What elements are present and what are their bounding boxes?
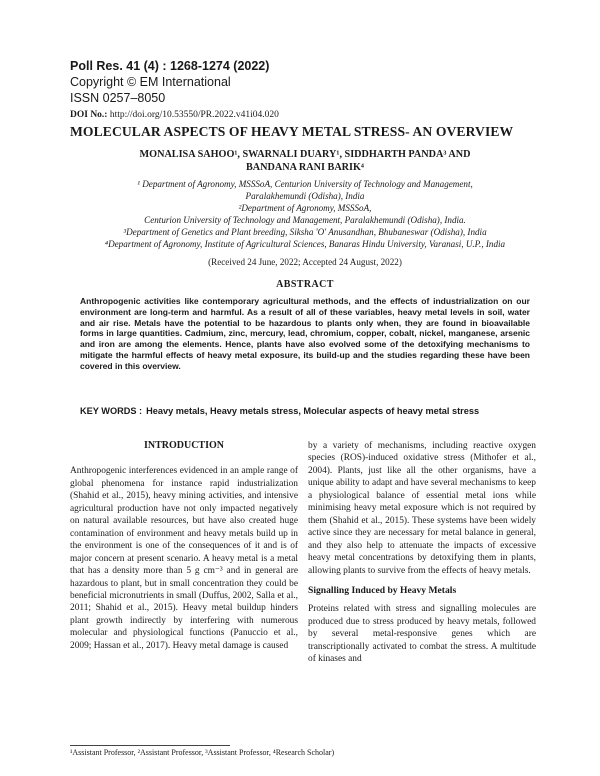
affiliations [60,178,550,250]
author-list [110,148,500,174]
right-column [308,440,536,666]
authors-line-2: BANDANA RANI BARIK⁴ [246,162,364,173]
abstract-heading: ABSTRACT [276,279,334,290]
body-paragraph: Proteins related with stress and signalling molecules are produced due to stress produced by heavy metals, followed by several metal-responsive genes which are transcriptionally activated to combat the stress. A multitude of kinases and [308,604,536,665]
introduction-text: Anthropogenic interferences evidenced in an ample range of global phenomena for instance rapid industrialization (Shahid et al., 2015), heavy mining activities, and intensive agricultural production have not only impacted negatively on natural available resources, but have also created huge contamination of environment and heavy metals build up in the environment is one of the consequences of it and is of major concern at present scenario. A heavy metal is a metal that has a density more than 5 g cm⁻³ and in general are hazardous to plant, but in small concentration they could be beneficial micronutrients in small (Duffus, 2002, Salla et al., 2011; Shahid et al., 2015). Heavy metal buildup hinders plant growth indirectly by interfering with numerous molecular and physiological functions (Panuccio et al., 2009; Hassan et al., 2017). Heavy metal damage is caused [70,466,298,651]
paper-title: MOLECULAR ASPECTS OF HEAVY METAL STRESS- AN OVERVIEW [70,124,514,139]
left-column [70,440,298,652]
footnote-divider [70,745,230,746]
journal-issn: ISSN 0257–8050 [70,91,166,105]
keywords-label: KEY WORDS : [80,406,143,416]
doi-line [70,110,279,120]
affiliation-line: ¹ Department of Agronomy, MSSSoA, Centurion University of Technology and Management, [137,179,473,189]
keywords [80,405,530,417]
doi-link[interactable]: http://doi.org/10.53550/PR.2022.v41i04.020 [109,110,279,120]
abstract-text: Anthropogenic activities like contemporary agricultural methods, and the effects of industrialization on our environment are long-term and harmful. As a result of all of these variables, heavy metal levels in soil, water and air rise. Metals have the potential to be hazardous to plants only when, they are found in bioavailable forms in large quantities. Cadmium, zinc, mercury, lead, chromium, copper, cobalt, nickel, manganese, arsenic and iron are among the elements. Hence, plants have also evolved some of the detoxifying mechanisms to mitigate the harmful effects of heavy metal exposure, its build-up and the studies regarding these have been covered in this overview. [80,296,530,371]
journal-header [70,58,269,106]
authors-line-1: MONALISA SAHOO¹, SWARNALI DUARY¹, SIDDHARTH PANDA³ AND [139,149,471,160]
affiliation-line: ⁴Department of Agronomy, Institute of Agricultural Sciences, Banaras Hindu University, Varanasi, U.P., India [104,239,506,249]
introduction-heading: INTRODUCTION [143,440,224,451]
journal-citation: Poll Res. 41 (4) : 1268-1274 (2022) [70,59,270,73]
affiliation-line: Paralakhemundi (Odisha), India [245,191,365,201]
journal-copyright: Copyright © EM International [70,75,231,89]
affiliation-line: Centurion University of Technology and Management, Paralakhemundi (Odisha), India. [144,215,466,225]
affiliation-line: ²Department of Agronomy, MSSSoA, [238,203,372,213]
section-heading-signalling: Signalling Induced by Heavy Metals [308,584,457,596]
doi-label: DOI No.: [70,110,108,120]
keywords-text: Heavy metals, Heavy metals stress, Molecular aspects of heavy metal stress [146,406,480,416]
author-footnote: ¹Assistant Professor, ²Assistant Professor, ³Assistant Professor, ⁴Research Scholar) [70,748,335,757]
body-paragraph: by a variety of mechanisms, including reactive oxygen species (ROS)-induced oxidative stress (Mithofer et al., 2004). Plants, just like all the other organisms, have a unique ability to adapt and have several mechanisms to keep a physiological balance of essential metal ions while minimising heavy metal exposure which is not required by them (Shahid et al., 2015). These systems have been widely active since they are necessary for metal balance in general, and they also help to attenuate the impacts of excessive heavy metal concentrations by detoxifying them in plants, allowing plants to survive from the effects of heavy metals. [308,441,536,576]
received-dates: (Received 24 June, 2022; Accepted 24 August, 2022) [208,257,402,267]
affiliation-line: ³Department of Genetics and Plant breeding, Siksha 'O' Anusandhan, Bhubaneswar (Odisha), India [123,227,487,237]
